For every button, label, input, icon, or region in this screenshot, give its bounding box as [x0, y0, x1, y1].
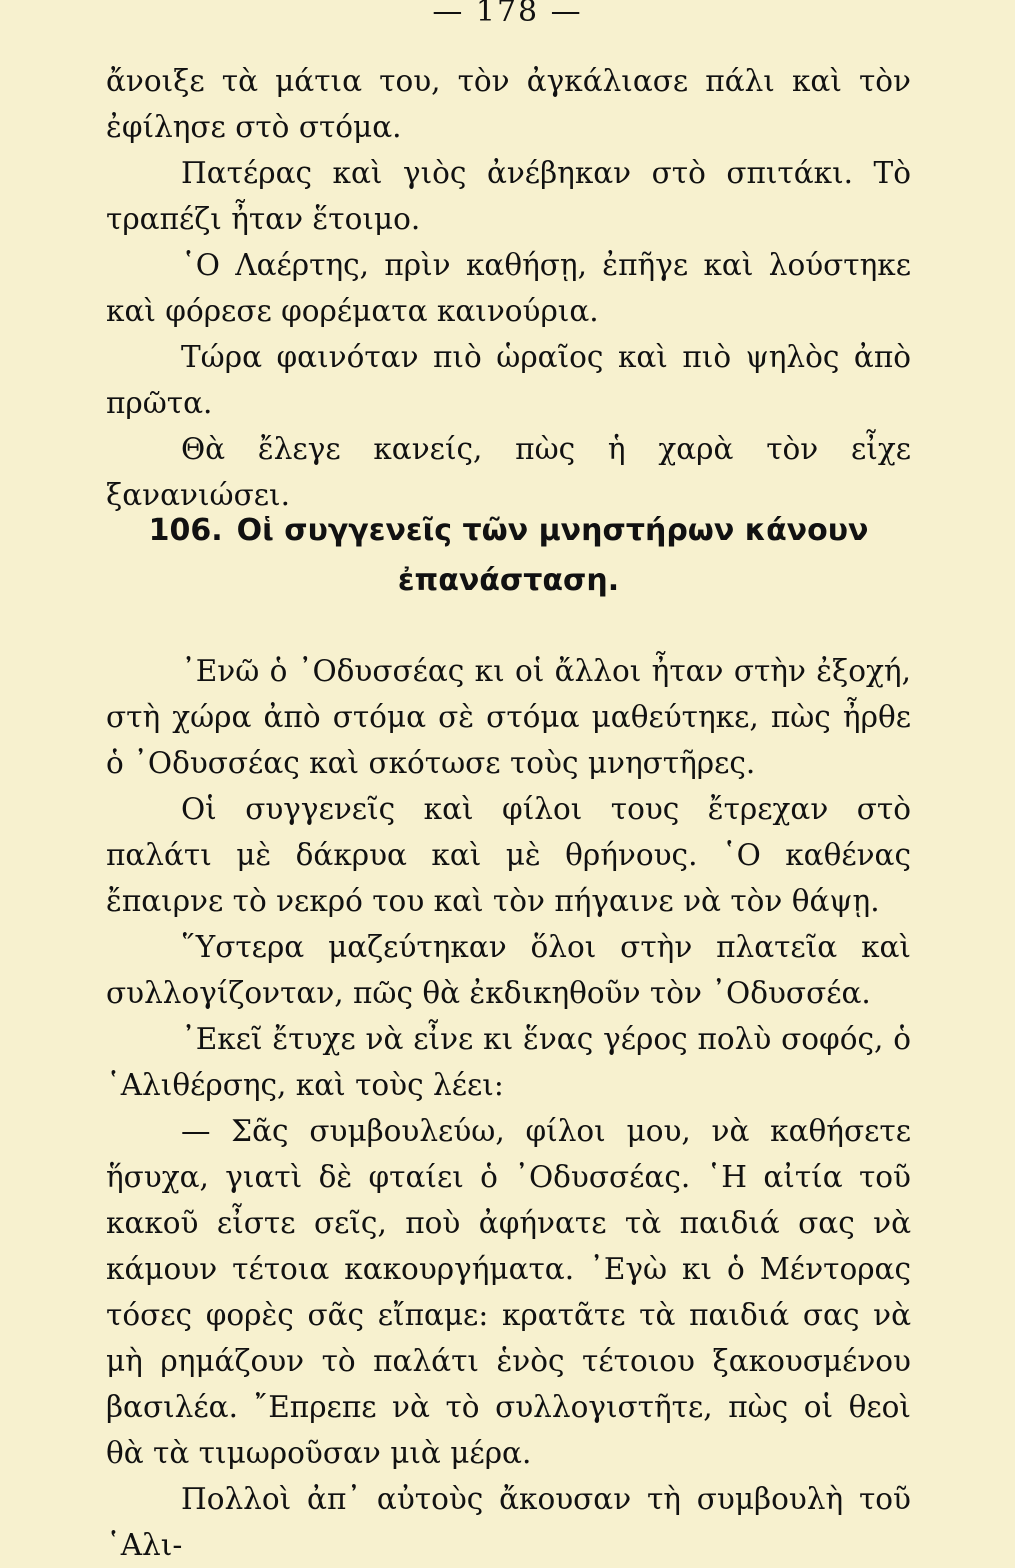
paragraph: Θὰ ἔλεγε κανείς, πὼς ἡ χαρὰ τὸν εἶχε ξανανιώσει.	[106, 432, 911, 512]
section-title-part-2: ἐπανάσταση.	[397, 563, 620, 598]
paragraph: — Σᾶς συμβουλεύω, φίλοι μου, νὰ καθήσετε ἥσυχα, γιατὶ δὲ φταίει ὁ ᾿Οδυσσέας. ῾Η αἰτία τοῦ κακοῦ εἶστε σεῖς, ποὺ ἀφήνατε τὰ παιδιά σας νὰ κάμουν τέτοια κακουργήματα. ᾿Εγὼ κι ὁ Μέντορας τόσες φορὲς σᾶς εἴπαμε: κρατᾶτε τὰ παιδιά σας νὰ μὴ ρημάζουν τὸ παλάτι ἑνὸς τέτοιου ξακουσμένου βασιλέα. ῎Επρεπε νὰ τὸ συλλογιστῆτε, πὼς οἱ θεοὶ θὰ τὰ τιμωροῦσαν μιὰ μέρα.	[106, 1114, 911, 1470]
bottom-text-block	[106, 648, 911, 1568]
paragraph: Πατέρας καὶ γιὸς ἀνέβηκαν στὸ σπιτάκι. Τὸ τραπέζι ἦταν ἕτοιμο.	[106, 156, 911, 236]
section-heading-line-1	[106, 506, 911, 556]
section-title-part-1: Οἱ συγγενεῖς τῶν μνηστήρων κάνουν	[236, 513, 869, 548]
paragraph: ῾Ο Λαέρτης, πρὶν καθήσῃ, ἐπῆγε καὶ λούστηκε καὶ φόρεσε φορέματα καινούρια.	[106, 248, 911, 328]
paragraph: Πολλοὶ ἀπ᾿ αὐτοὺς ἄκουσαν τὴ συμβουλὴ τοῦ ῾Αλι-	[106, 1482, 911, 1562]
paragraph-continuation: ἄνοιξε τὰ μάτια του, τὸν ἀγκάλιασε πάλι καὶ τὸν ἐφίλησε στὸ στόμα.	[106, 64, 911, 144]
section-number: 106.	[148, 513, 223, 548]
section-heading	[106, 506, 911, 606]
paragraph: ᾿Ενῶ ὁ ᾿Οδυσσέας κι οἱ ἄλλοι ἦταν στὴν ἐξοχή, στὴ χώρα ἀπὸ στόμα σὲ στόμα μαθεύτηκε, πὼς ἦρθε ὁ ᾿Οδυσσέας καὶ σκότωσε τοὺς μνηστῆρες.	[106, 654, 911, 780]
paragraph: ᾿Εκεῖ ἔτυχε νὰ εἶνε κι ἕνας γέρος πολὺ σοφός, ὁ ῾Αλιθέρσης, καὶ τοὺς λέει:	[106, 1022, 911, 1102]
paragraph: Οἱ συγγενεῖς καὶ φίλοι τους ἔτρεχαν στὸ παλάτι μὲ δάκρυα καὶ μὲ θρήνους. ῾Ο καθένας ἔπαιρνε τὸ νεκρό του καὶ τὸν πήγαινε νὰ τὸν θάψῃ.	[106, 792, 911, 918]
paragraph: Τώρα φαινόταν πιὸ ὡραῖος καὶ πιὸ ψηλὸς ἀπὸ πρῶτα.	[106, 340, 911, 420]
page-number: — 178 —	[432, 0, 583, 29]
paragraph: ῞Υστερα μαζεύτηκαν ὅλοι στὴν πλατεῖα καὶ συλλογίζονταν, πῶς θὰ ἐκδικηθοῦν τὸν ᾿Οδυσσέα.	[106, 930, 911, 1010]
top-text-block	[106, 58, 911, 518]
